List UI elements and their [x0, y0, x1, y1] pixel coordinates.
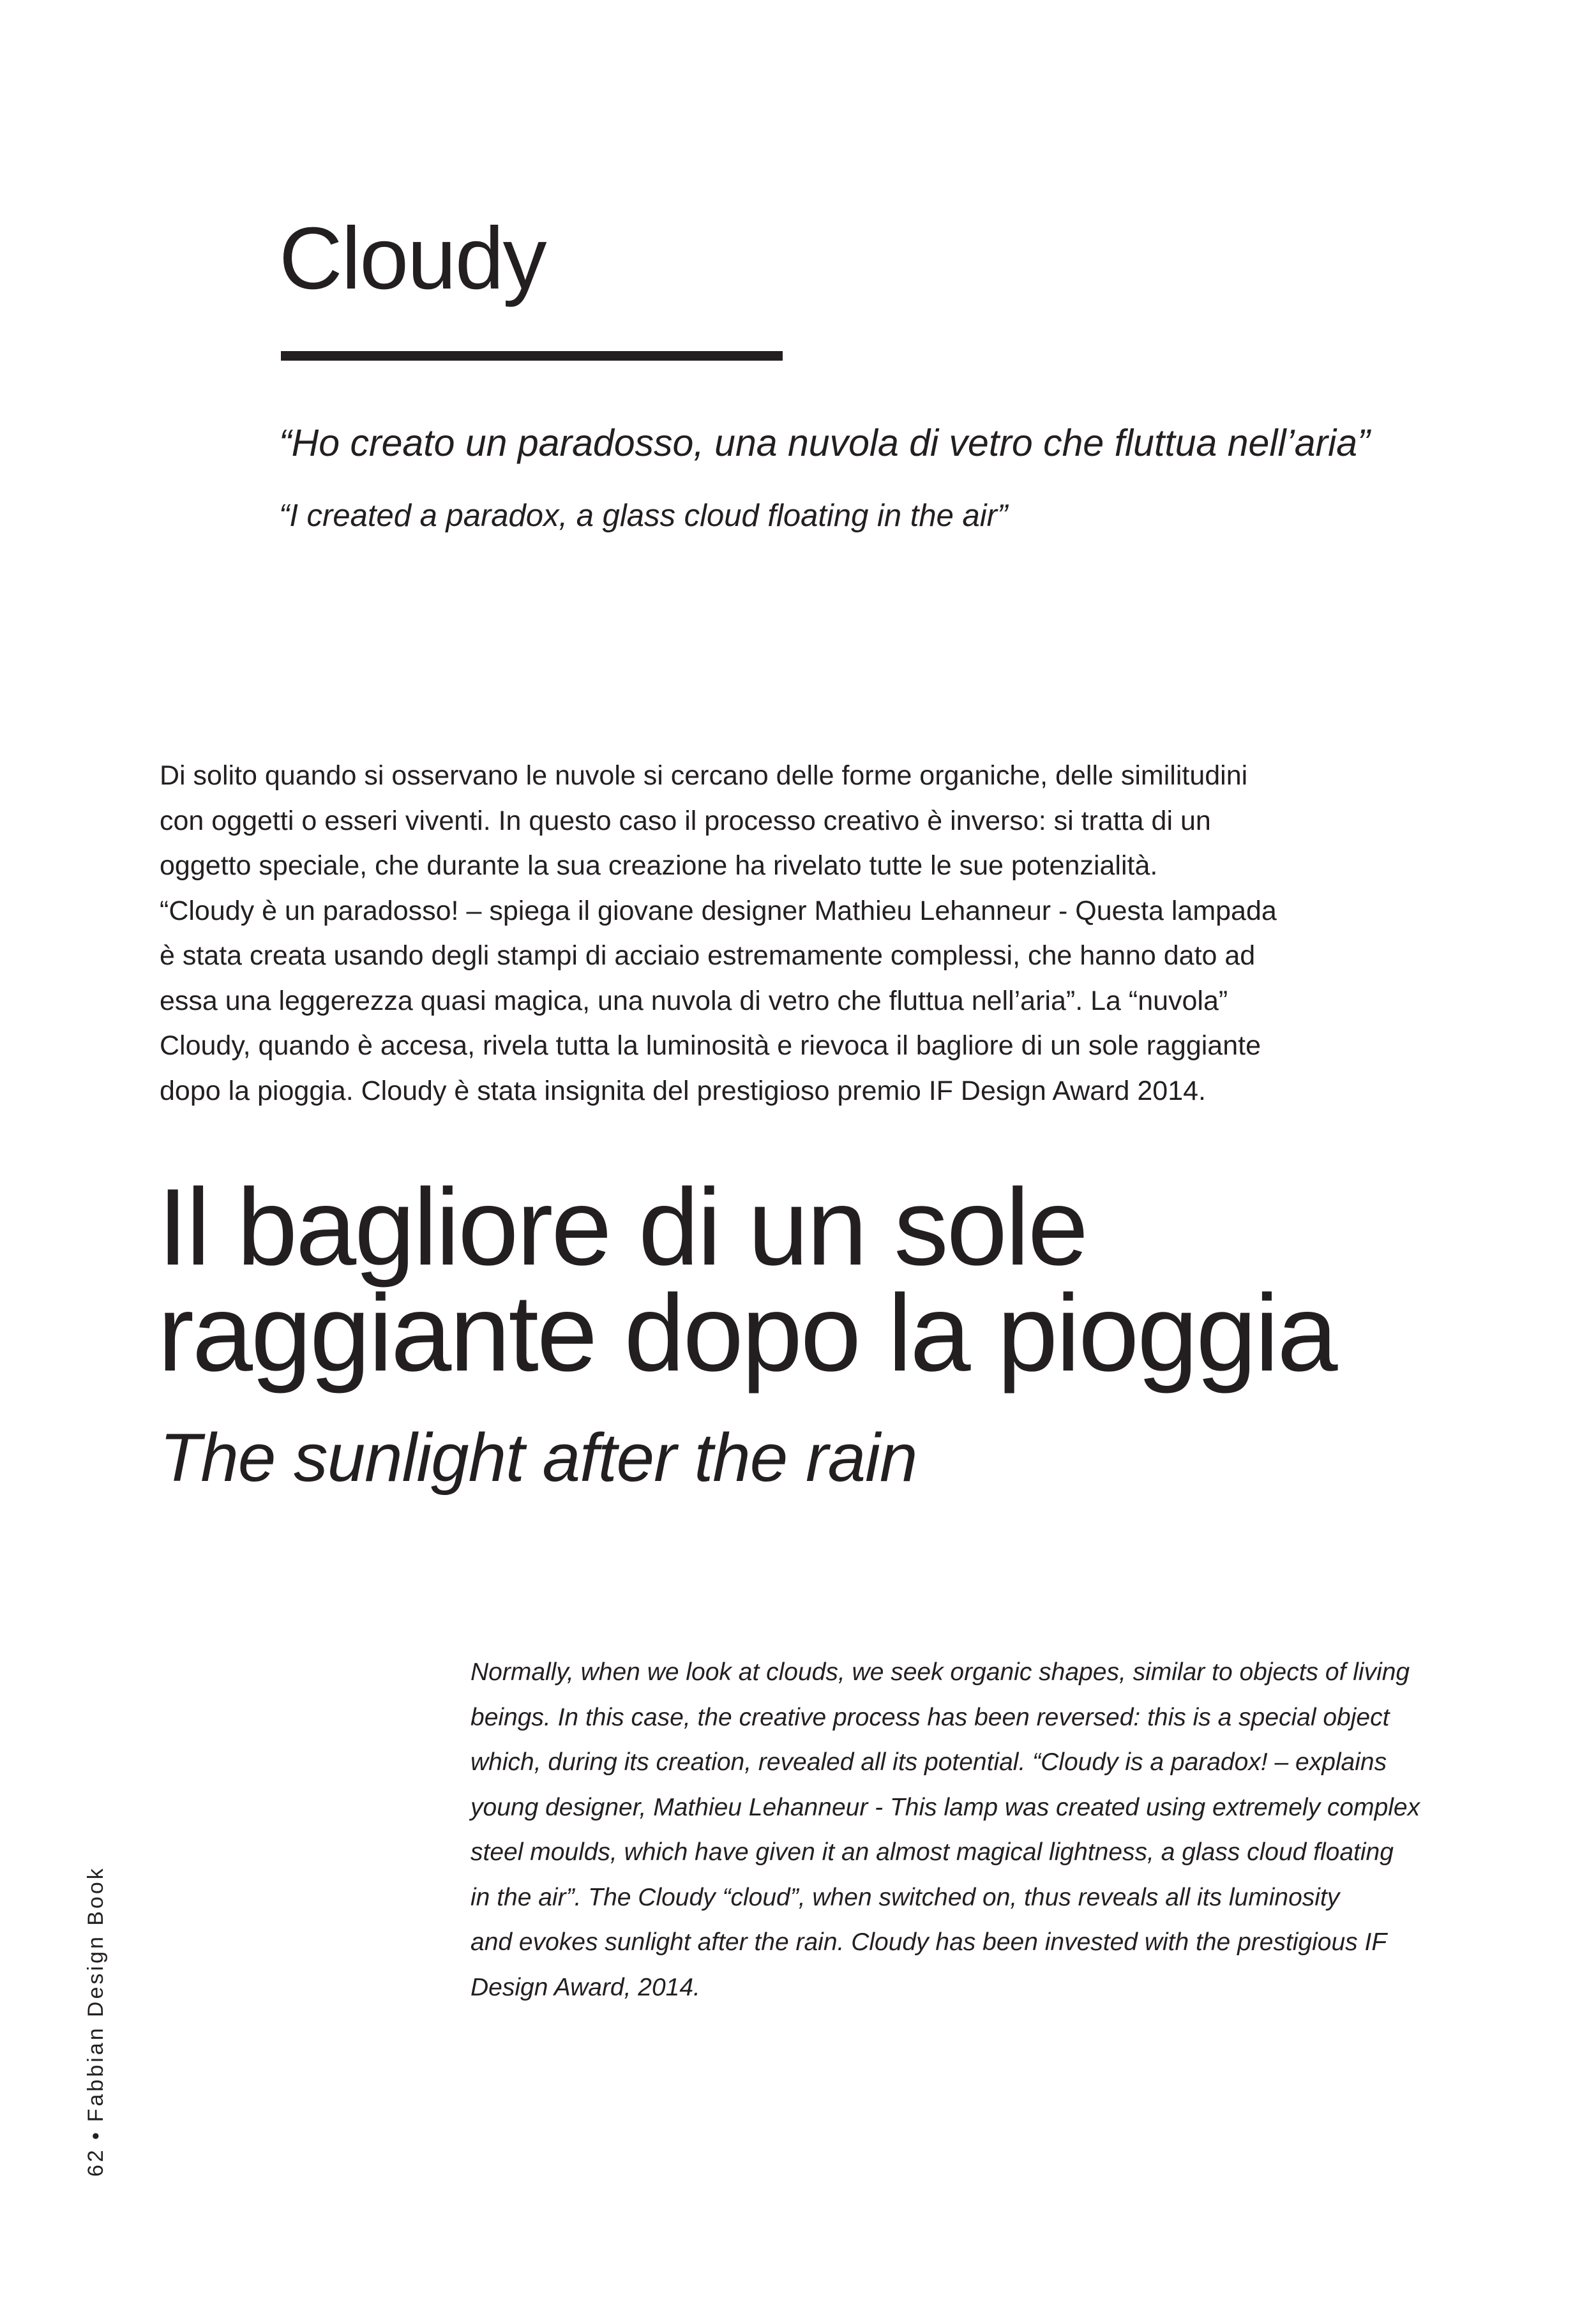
- headline-line: raggiante dopo la pioggia: [158, 1272, 1336, 1394]
- body-italian-line: oggetto speciale, che durante la sua creazione ha rivelato tutte le sue potenzialità.: [160, 850, 1158, 881]
- book-title: Fabbian Design Book: [84, 1866, 108, 2122]
- page-number: 62: [84, 2147, 108, 2177]
- body-english-line: young designer, Mathieu Lehanneur - This lamp was created using extremely complex: [471, 1793, 1420, 1821]
- body-english-line: Normally, when we look at clouds, we seek organic shapes, similar to objects of living: [471, 1658, 1410, 1686]
- body-italian-line: dopo la pioggia. Cloudy è stata insignita del prestigioso premio IF Design Award 2014.: [160, 1075, 1206, 1106]
- title-underline-rule: [281, 351, 783, 361]
- body-italian-line: Di solito quando si osservano le nuvole si cercano delle forme organiche, delle similitudini: [160, 760, 1248, 791]
- body-english-line: which, during its creation, revealed all its potential. “Cloudy is a paradox! – explains: [471, 1748, 1387, 1776]
- body-text-italian: [160, 753, 1373, 1113]
- body-english-line: in the air”. The Cloudy “cloud”, when switched on, thus reveals all its luminosity: [471, 1883, 1340, 1911]
- body-english-line: Design Award, 2014.: [471, 1973, 700, 2001]
- body-italian-line: è stata creata usando degli stampi di acciaio estremamente complessi, che hanno dato ad: [160, 940, 1256, 971]
- body-italian-line: “Cloudy è un paradosso! – spiega il giovane designer Mathieu Lehanneur - Questa lampada: [160, 895, 1277, 926]
- headline: [158, 1166, 1336, 1394]
- body-italian-line: Cloudy, quando è accesa, rivela tutta la luminosità e rievoca il bagliore di un sole raggiante: [160, 1030, 1261, 1061]
- subheadline: The sunlight after the rain: [160, 1419, 917, 1496]
- page-title: Cloudy: [279, 209, 546, 308]
- headline-line: Il bagliore di un sole: [158, 1166, 1087, 1288]
- quote-italian: “Ho creato un paradosso, una nuvola di vetro che fluttua nell’aria”: [279, 422, 1370, 464]
- body-english-line: steel moulds, which have given it an almost magical lightness, a glass cloud floating: [471, 1838, 1394, 1866]
- body-italian-line: con oggetti o esseri viventi. In questo caso il processo creativo è inverso: si tratta di un: [160, 805, 1211, 836]
- quote-english: “I created a paradox, a glass cloud floating in the air”: [279, 499, 1008, 533]
- body-english-line: beings. In this case, the creative process has been reversed: this is a special object: [471, 1703, 1390, 1731]
- body-english-line: and evokes sunlight after the rain. Cloudy has been invested with the prestigious IF: [471, 1928, 1387, 1956]
- body-italian-line: essa una leggerezza quasi magica, una nuvola di vetro che fluttua nell’aria”. La “nuvola”: [160, 985, 1228, 1016]
- bullet-separator: •: [84, 2130, 108, 2140]
- page-footer: [83, 1866, 109, 2177]
- body-text-english: [471, 1650, 1473, 2010]
